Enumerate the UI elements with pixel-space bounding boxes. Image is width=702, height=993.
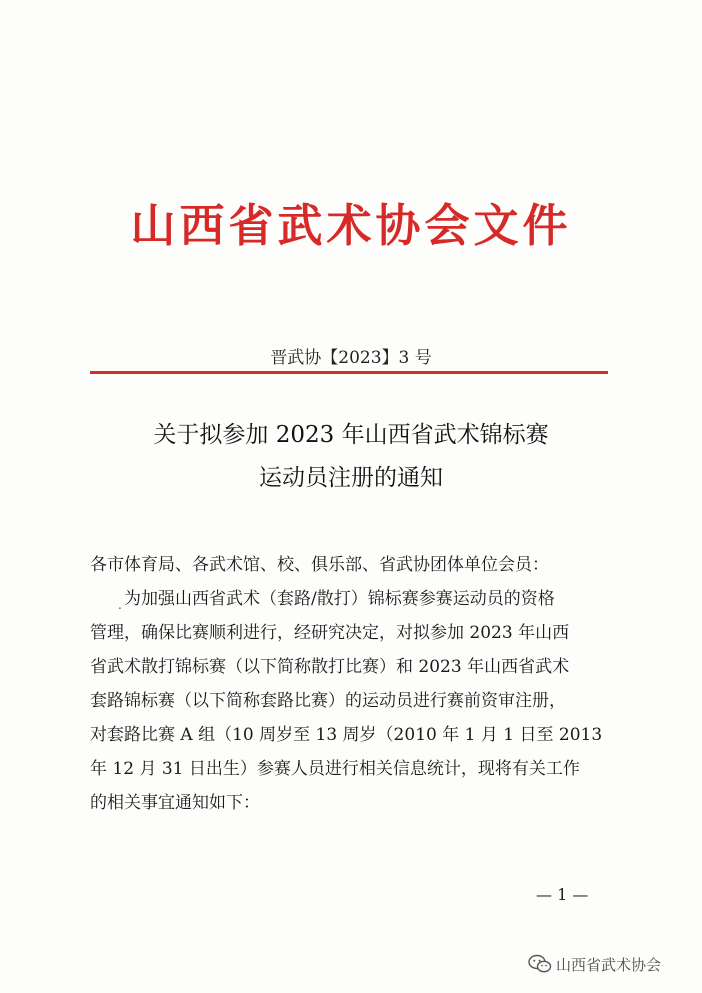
notice-title-line-2: 运动员注册的通知: [259, 465, 443, 491]
body-paragraph-line: 套路锦标赛（以下简称套路比赛）的运动员进行赛前资审注册，: [90, 691, 566, 711]
wechat-watermark: [528, 951, 661, 977]
page-number: — 1 —: [536, 885, 589, 904]
body-paragraph-line: 年 12 月 31 日出生）参赛人员进行相关信息统计，现将有关工作: [90, 759, 580, 779]
body-paragraph-line: 的相关事宜通知如下：: [90, 793, 260, 813]
red-divider-line: [90, 371, 608, 374]
document-number: 晋武协【2023】3 号: [270, 348, 432, 368]
masthead-title: 山西省武术协会文件: [130, 199, 572, 252]
wechat-icon: [528, 954, 552, 974]
body-paragraph-line: 为加强山西省武术（套路/散打）锦标赛参赛运动员的资格: [124, 589, 555, 609]
body-paragraph-line: 对套路比赛 A 组（10 周岁至 13 周岁（2010 年 1 月 1 日至 2013: [90, 725, 603, 745]
watermark-text: 山西省武术协会: [556, 955, 662, 974]
body-paragraph-line: 管理，确保比赛顺利进行，经研究决定，对拟参加 2023 年山西: [90, 623, 570, 643]
salutation: 各市体育局、各武术馆、校、俱乐部、省武协团体单位会员：: [90, 555, 549, 575]
body-paragraph-line: 省武术散打锦标赛（以下简称散打比赛）和 2023 年山西省武术: [90, 657, 570, 677]
notice-title-line-1: 关于拟参加 2023 年山西省武术锦标赛: [153, 422, 549, 448]
scan-speck: .: [118, 598, 122, 612]
